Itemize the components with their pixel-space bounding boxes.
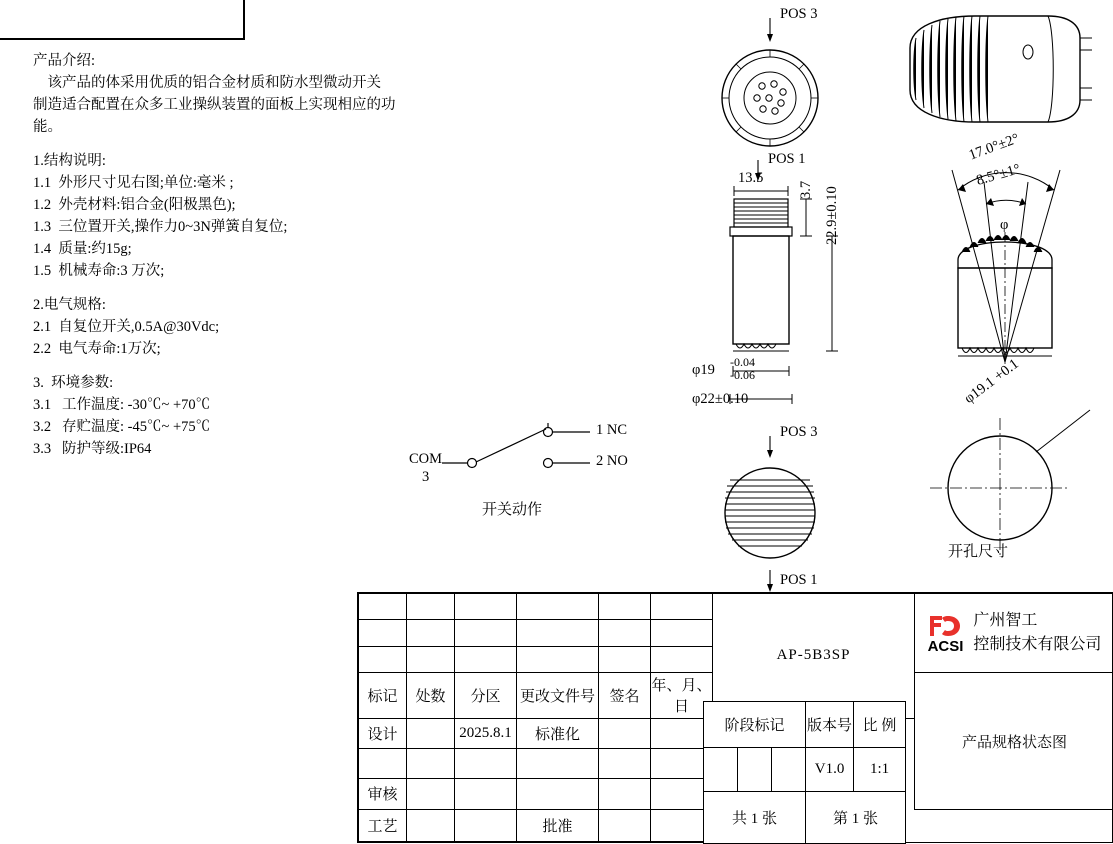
notes-section-heading-1: 1.结构说明:: [33, 150, 433, 172]
role-label: 审核: [359, 778, 407, 810]
fc-mark-icon: [928, 613, 962, 639]
rev-cell: [407, 594, 455, 620]
notes-intro-title: 产品介绍:: [33, 50, 433, 72]
rev-cell: [517, 594, 599, 620]
scale-value: 1:1: [854, 748, 906, 791]
label-pos1-mid: POS 1: [768, 152, 805, 167]
rev-cell: [359, 646, 407, 672]
rev-header-count: 处数: [407, 673, 455, 718]
dim-body-height: 22.9±0.10: [825, 186, 840, 245]
drawing-cap-view: [712, 428, 842, 603]
company-block: [915, 594, 1113, 673]
role-label: 工艺: [359, 810, 407, 842]
standardization-label: 标准化: [517, 718, 599, 749]
version-value: V1.0: [806, 748, 854, 791]
scale-label: 比 例: [854, 702, 906, 748]
schematic-caption: 开关动作: [482, 503, 542, 518]
notes-item: 1.4 质量:约15g;: [33, 238, 433, 260]
part-number: AP-5B3SP: [713, 594, 915, 719]
schematic-com-pin: 3: [422, 470, 429, 485]
rev-cell: [455, 620, 517, 646]
schematic-no-label: 2 NO: [596, 454, 628, 469]
role-cell: [455, 749, 517, 779]
role-cell: [517, 778, 599, 810]
notes-item: 3.2 存贮温度: -45℃~ +75℃: [33, 416, 433, 438]
rev-cell: [517, 646, 599, 672]
rev-cell: [455, 594, 517, 620]
notes-item: 1.3 三位置开关,操作力0~3N弹簧自复位;: [33, 216, 433, 238]
notes-item: 3.3 防护等级:IP64: [33, 438, 433, 460]
version-label: 版本号: [806, 702, 854, 748]
notes-section-heading-3: 3. 环境参数:: [33, 372, 433, 394]
drawing-isometric-view: [880, 8, 1110, 133]
rev-header-docno: 更改文件号: [517, 673, 599, 718]
role-cell: [599, 810, 651, 842]
design-date: 2025.8.1: [455, 718, 517, 749]
role-cell: [599, 778, 651, 810]
role-cell: [407, 810, 455, 842]
phi-symbol: φ: [1000, 218, 1008, 233]
acsi-logo: [928, 613, 964, 654]
product-notes: [33, 50, 433, 460]
stage-cell: [738, 748, 772, 791]
title-block: [357, 592, 1113, 843]
drawing-panel-cutout: [900, 400, 1110, 590]
stage-cell: [704, 748, 738, 791]
drawing-side-view: [700, 155, 890, 420]
sheet-index: 第 1 张: [806, 791, 906, 843]
dim-phi19: φ19: [692, 363, 715, 378]
label-pos1-bottom: POS 1: [780, 573, 817, 588]
role-cell: [455, 778, 517, 810]
angle-dim-17: 17.0°±2°: [967, 132, 1021, 163]
angle-dim-8-5: 8.5°±1°: [975, 162, 1022, 188]
dim-phi19-tol-upper: -0.04: [730, 355, 755, 370]
panel-cutout-caption: 开孔尺寸: [948, 545, 1008, 560]
rev-cell: [599, 594, 651, 620]
rev-cell: [407, 620, 455, 646]
switch-schematic: [400, 415, 670, 530]
role-cell: [407, 718, 455, 749]
role-cell: [455, 810, 517, 842]
approval-label: 批准: [517, 810, 599, 842]
notes-item: 1.5 机械寿命:3 万次;: [33, 260, 433, 282]
schematic-nc-label: 1 NC: [596, 423, 627, 438]
dim-phi22: φ22±0.10: [692, 392, 748, 407]
role-cell: [517, 749, 599, 779]
notes-item: 3.1 工作温度: -30℃~ +70℃: [33, 394, 433, 416]
rev-cell: [455, 646, 517, 672]
document-type: 产品规格状态图: [915, 673, 1113, 810]
rev-cell: [651, 646, 713, 672]
notes-item: 2.2 电气寿命:1万次;: [33, 338, 433, 360]
role-cell: [599, 749, 651, 779]
rev-cell: [517, 620, 599, 646]
role-cell: [407, 778, 455, 810]
acsi-logo-text: ACSI: [928, 639, 964, 654]
rev-cell: [407, 646, 455, 672]
role-cell: [407, 749, 455, 779]
top-left-frame-box: [0, 0, 245, 40]
label-pos3-bottom: POS 3: [780, 425, 817, 440]
rev-cell: [599, 620, 651, 646]
center-subgrid: [703, 701, 905, 844]
dim-phi19-tol-lower: -0.06: [730, 368, 755, 383]
sheet-total: 共 1 张: [704, 791, 806, 843]
drawing-front-view-pins: [712, 10, 842, 150]
rev-header-sign: 签名: [599, 673, 651, 718]
dim-hole-diameter: φ19.1 +0.1: [962, 357, 1022, 407]
notes-item: 2.1 自复位开关,0.5A@30Vdc;: [33, 316, 433, 338]
company-line-1: 广州智工: [973, 609, 1101, 633]
stage-cell: [772, 748, 806, 791]
rev-cell: [359, 620, 407, 646]
label-pos3-top: POS 3: [780, 7, 817, 22]
stage-mark-label: 阶段标记: [704, 702, 806, 748]
role-label: 设计: [359, 718, 407, 749]
rev-header-mark: 标记: [359, 673, 407, 718]
rev-header-date: 年、月、日: [651, 673, 713, 718]
drawing-tilt-angle-view: [900, 140, 1110, 380]
dim-width-top: 13.5: [738, 171, 763, 186]
notes-section-heading-2: 2.电气规格:: [33, 294, 433, 316]
dim-height-small: 3.7: [799, 181, 814, 199]
role-label: [359, 749, 407, 779]
rev-header-zone: 分区: [455, 673, 517, 718]
schematic-com-label: COM: [409, 452, 442, 467]
rev-cell: [651, 620, 713, 646]
notes-intro-line-2: 制造适合配置在众多工业操纵装置的面板上实现相应的功: [33, 94, 433, 116]
notes-item: 1.2 外壳材料:铝合金(阳极黑色);: [33, 194, 433, 216]
notes-intro-line-3: 能。: [33, 116, 433, 138]
notes-intro-line-1: 该产品的体采用优质的铝合金材质和防水型微动开关: [33, 72, 433, 94]
rev-cell: [651, 594, 713, 620]
rev-cell: [359, 594, 407, 620]
notes-item: 1.1 外形尺寸见右图;单位:毫米 ;: [33, 172, 433, 194]
rev-cell: [599, 646, 651, 672]
role-cell: [599, 718, 651, 749]
company-line-2: 控制技术有限公司: [973, 633, 1101, 657]
